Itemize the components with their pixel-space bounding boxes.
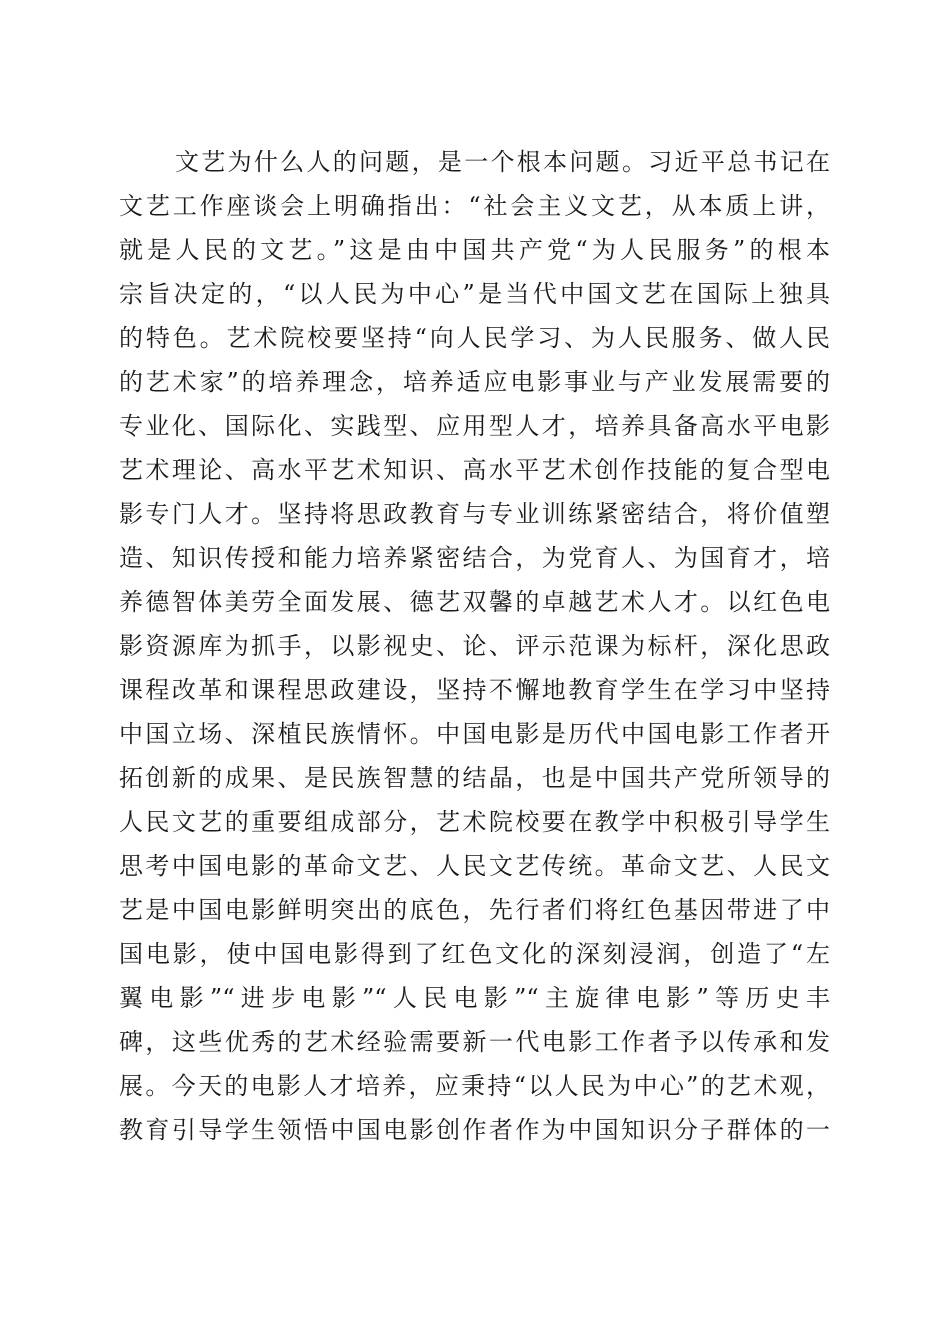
paragraph-line: 中国立场、深植民族情怀。中国电影是历代中国电影工作者开: [119, 720, 830, 748]
paragraph-line: 国电影，使中国电影得到了红色文化的深刻浸润，创造了“左: [119, 940, 830, 968]
paragraph-line: 教育引导学生领悟中国电影创作者作为中国知识分子群体的一: [119, 1116, 830, 1144]
paragraph-line: 养德智体美劳全面发展、德艺双馨的卓越艺术人才。以红色电: [119, 588, 830, 616]
paragraph-line: 思考中国电影的革命文艺、人民文艺传统。革命文艺、人民文: [119, 852, 830, 880]
paragraph-line: 专业化、国际化、实践型、应用型人才，培养具备高水平电影: [119, 412, 830, 440]
paragraph-line: 翼电影”“进步电影”“人民电影”“主旋律电影”等历史丰: [119, 984, 830, 1012]
paragraph-line: 的艺术家”的培养理念，培养适应电影事业与产业发展需要的: [119, 368, 830, 396]
paragraph-line: 人民文艺的重要组成部分，艺术院校要在教学中积极引导学生: [119, 808, 830, 836]
paragraph-line: 就是人民的文艺。”这是由中国共产党“为人民服务”的根本: [119, 236, 830, 264]
paragraph-line: 碑，这些优秀的艺术经验需要新一代电影工作者予以传承和发: [119, 1028, 830, 1056]
paragraph-line: 造、知识传授和能力培养紧密结合，为党育人、为国育才，培: [119, 544, 830, 572]
paragraph-line: 影专门人才。坚持将思政教育与专业训练紧密结合，将价值塑: [119, 500, 830, 528]
paragraph-line: 影资源库为抓手，以影视史、论、评示范课为标杆，深化思政: [119, 632, 830, 660]
paragraph-line: 艺是中国电影鲜明突出的底色，先行者们将红色基因带进了中: [119, 896, 830, 924]
paragraph-line: 课程改革和课程思政建设，坚持不懈地教育学生在学习中坚持: [119, 676, 830, 704]
paragraph-line: 的特色。艺术院校要坚持“向人民学习、为人民服务、做人民: [119, 324, 830, 352]
paragraph-line: 艺术理论、高水平艺术知识、高水平艺术创作技能的复合型电: [119, 456, 830, 484]
paragraph-line: 宗旨决定的，“以人民为中心”是当代中国文艺在国际上独具: [119, 280, 830, 308]
paragraph-line: 文艺工作座谈会上明确指出：“社会主义文艺，从本质上讲，: [119, 192, 830, 220]
body-paragraph: [119, 140, 830, 1152]
paragraph-line: 展。今天的电影人才培养，应秉持“以人民为中心”的艺术观，: [119, 1072, 830, 1100]
paragraph-line: 文艺为什么人的问题，是一个根本问题。习近平总书记在: [175, 148, 830, 176]
paragraph-line: 拓创新的成果、是民族智慧的结晶，也是中国共产党所领导的: [119, 764, 830, 792]
